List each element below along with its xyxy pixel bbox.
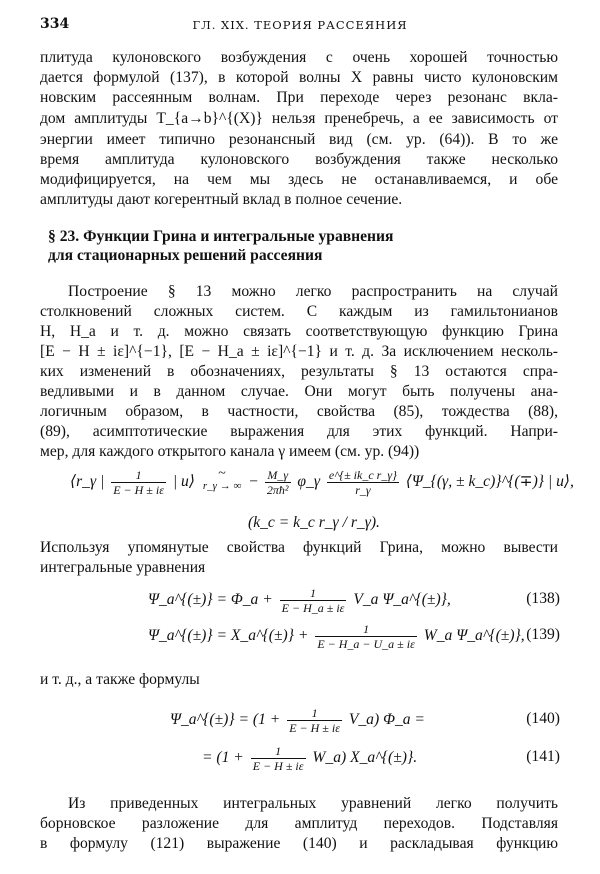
text-line: дается формулой (137), в которой волны X равны чисто кулоновским <box>40 69 558 86</box>
text-line: столкновений сложных систем. С каждым из гамильтонианов <box>40 303 558 320</box>
eq-kc-definition: (k_c = k_c r_γ / r_γ). <box>248 514 380 531</box>
text-line: время амплитуда кулоновского возбуждения также несколько <box>40 151 558 168</box>
text-line: (89), асимптотические выражения для этих функций. Напри- <box>40 423 558 440</box>
page-number: 334 <box>40 16 70 32</box>
eq-exp-den: r_γ <box>355 483 371 497</box>
eq-fraction <box>251 744 306 773</box>
eq-fraction <box>111 468 166 497</box>
eq-lhs: Ψ_a^{(±)} = Φ_a + <box>148 591 273 609</box>
text-line: мер, для каждого открытого канала γ имеем (см. ур. (94)) <box>40 443 420 460</box>
text-line: и т. д., а также формулы <box>40 671 200 688</box>
eq-bra: ⟨r_γ | <box>70 473 105 491</box>
eq-fraction <box>287 706 342 735</box>
eq-frac-num: 1 <box>111 468 166 483</box>
text-line: энергии имеет типично резонансный вид (см. ур. (64)). В то же <box>40 131 558 148</box>
equation-141 <box>202 744 417 773</box>
text-line: модифицируется, на чем мы здесь не останавливаемся, и обе <box>40 171 558 188</box>
text-line: [E − H ± iε]^{−1}, [E − H_a ± iε]^{−1} и т. д. За исключением несколь- <box>40 343 558 360</box>
text-line: интегральные уравнения <box>40 559 206 576</box>
section-title: § 23. Функции Грина и интегральные уравнения <box>48 228 394 245</box>
eq-fraction <box>280 586 347 615</box>
eq-exp-num: e^{± ik_c r_γ} <box>328 468 397 482</box>
eq-limit: ~ r_γ → ∞ <box>202 466 242 492</box>
section-subtitle: для стационарных решений рассеяния <box>48 247 323 264</box>
text-line: ведливыми и в данном случае. Они могут быть получены ана- <box>40 383 558 400</box>
eq-lhs: Ψ_a^{(±)} = X_a^{(±)} + <box>148 627 309 645</box>
text-line: Из приведенных интегральных уравнений легко получить <box>68 795 558 812</box>
eq-coef-den: 2πħ² <box>266 483 289 497</box>
text-line: Используя упомянутые свойства функций Грина, можно вывести <box>40 539 558 556</box>
eq-frac-den: E − H_a ± iε <box>281 601 345 615</box>
equation-asymptotic: ⟨r_γ | $\frac{1}{E - H \pm i\varepsilon}$ | u⟩ ~ r_γ → ∞ − $\frac{M\_\gamma}{\text{2πħ²}}$ φ_γ $\frac{\text{e\textasciicircum{}\{± ik\_c r\_γ\}}}{r\_\gamma}$ ⟨Ψ_{(γ, ± k_c)}^{(∓)} | u⟩, <box>70 466 574 497</box>
equation-138 <box>148 586 451 615</box>
eq-rhs: ⟨Ψ_{(γ, ± k_c)}^{(∓)} | u⟩, <box>405 473 574 491</box>
text-line: плитуда кулоновского возбуждения с очень хорошей точностью <box>40 49 558 66</box>
eq-rhs: W_a) X_a^{(±)}. <box>312 749 418 767</box>
eq-frac-den: E − H ± iε <box>113 483 164 497</box>
text-line: Построение § 13 можно легко распространить на случай <box>68 283 558 300</box>
eq-lhs: = (1 + <box>202 749 244 767</box>
eq-limit-text: r_γ → ∞ <box>202 480 242 492</box>
eq-lhs: Ψ_a^{(±)} = (1 + <box>170 711 281 729</box>
text-line: ких изменений в обозначениях, результаты § 13 остаются спра- <box>40 363 558 380</box>
eq-frac-den: E − H ± iε <box>252 759 304 773</box>
text-line: логичным образом, в частности, свойства (85), тождества (88), <box>40 403 558 420</box>
equation-number: (141) <box>526 748 560 765</box>
eq-coef <box>265 468 291 497</box>
text-line: в формулу (121) выражение (140) и раскладывая функцию <box>40 835 558 852</box>
eq-fraction <box>315 622 417 651</box>
eq-frac-num: 1 <box>251 744 306 759</box>
eq-frac-den: E − H_a − U_a ± iε <box>317 637 415 651</box>
eq-rhs: V_a) Φ_a = <box>348 711 425 729</box>
eq-frac-num: 1 <box>287 706 342 721</box>
eq-exp <box>327 468 399 497</box>
text-line: дом амплитуды T_{a→b}^{(X)} нельзя пренебречь, а ее зависимость от <box>40 110 558 127</box>
equation-number: (138) <box>526 590 560 607</box>
eq-phi: φ_γ <box>297 473 320 491</box>
page-header <box>30 16 570 36</box>
eq-ket: | u⟩ <box>172 473 195 491</box>
text-line: борновское разложение для амплитуд переходов. Подставляя <box>40 815 558 832</box>
text-line: новским рассеянным волнам. При переходе через резонанс вкла- <box>40 89 558 106</box>
text-line: амплитуды дают когерентный вклад в полное сечение. <box>40 191 403 208</box>
running-title: ГЛ. XIX. ТЕОРИЯ РАССЕЯНИЯ <box>192 18 408 32</box>
equation-140 <box>170 706 425 735</box>
equation-number: (139) <box>526 626 560 643</box>
eq-frac-num: 1 <box>315 622 417 637</box>
eq-rhs: V_a Ψ_a^{(±)}, <box>353 591 451 609</box>
eq-rhs: W_a Ψ_a^{(±)}, <box>423 627 525 645</box>
eq-coef-num: M_γ <box>265 468 291 483</box>
equation-139 <box>148 622 525 651</box>
eq-frac-den: E − H ± iε <box>289 721 340 735</box>
equation-number: (140) <box>526 710 560 727</box>
text-line: H, H_a и т. д. можно связать соответствующую функцию Грина <box>40 323 558 340</box>
eq-frac-num: 1 <box>280 586 347 601</box>
